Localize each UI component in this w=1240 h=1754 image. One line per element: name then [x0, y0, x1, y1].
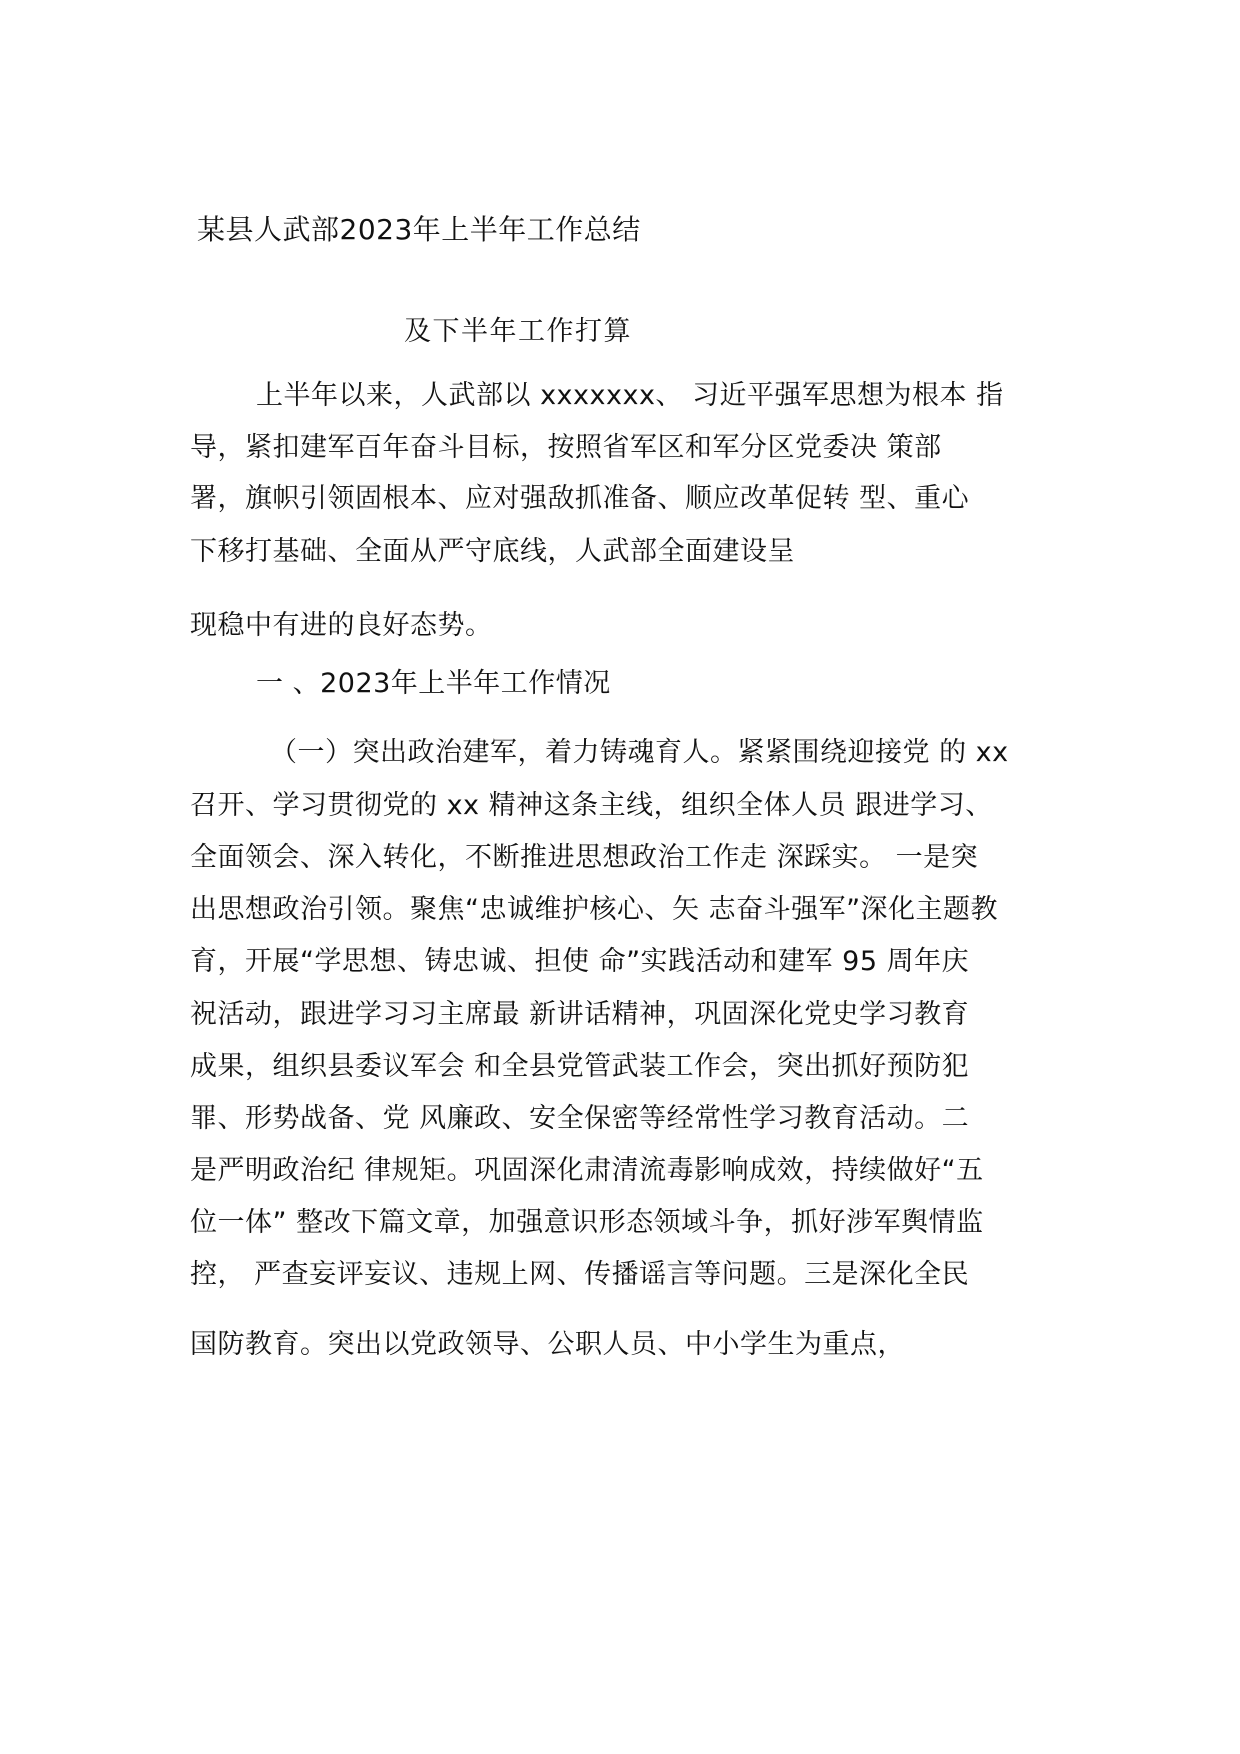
body-line-11: 控， 严查妄评妄议、违规上网、传播谣言等问题。三是深化全民 — [190, 1259, 970, 1290]
body-line-12: 国防教育。突出以党政领导、公职人员、中小学生为重点， — [190, 1329, 905, 1360]
document-subtitle: 及下半年工作打算 — [404, 316, 632, 347]
intro-line-2: 导，紧扣建军百年奋斗目标，按照省军区和军分区党委决 策部 — [190, 432, 942, 463]
body-line-9: 是严明政治纪 律规矩。巩固深化肃清流毒影响成效，持续做好“五 — [190, 1155, 984, 1186]
body-line-6: 祝活动，跟进学习习主席最 新讲话精神，巩固深化党史学习教育 — [190, 999, 970, 1030]
section-heading: 一 、2023年上半年工作情况 — [256, 668, 611, 699]
body-line-3: 全面领会、深入转化，不断推进思想政治工作走 深踩实。 一是突 — [190, 842, 979, 873]
intro-line-4: 下移打基础、全面从严守底线，人武部全面建设呈 — [190, 536, 795, 567]
body-line-4: 出思想政治引领。聚焦“忠诚维护核心、矢 志奋斗强军”深化主题教 — [190, 894, 999, 925]
body-line-1: （一）突出政治建军，着力铸魂育人。紧紧围绕迎接党 的 xx — [270, 737, 1009, 768]
document-title: 某县人武部2023年上半年工作总结 — [197, 213, 641, 246]
body-line-8: 罪、形势战备、党 风廉政、安全保密等经常性学习教育活动。二 — [190, 1103, 970, 1134]
body-line-2: 召开、学习贯彻党的 xx 精神这条主线，组织全体人员 跟进学习、 — [190, 790, 993, 821]
intro-line-1: 上半年以来，人武部以 xxxxxxx、 习近平强军思想为根本 指 — [256, 380, 1004, 411]
body-line-7: 成果，组织县委议军会 和全县党管武装工作会，突出抓好预防犯 — [190, 1051, 970, 1082]
intro-line-5: 现稳中有进的良好态势。 — [190, 610, 493, 641]
body-line-10: 位一体” 整改下篇文章，加强意识形态领域斗争，抓好涉军舆情监 — [190, 1207, 984, 1238]
body-line-5: 育，开展“学思想、铸忠诚、担使 命”实践活动和建军 95 周年庆 — [190, 946, 970, 977]
intro-line-3: 署，旗帜引领固根本、应对强敌抓准备、顺应改革促转 型、重心 — [190, 483, 970, 514]
